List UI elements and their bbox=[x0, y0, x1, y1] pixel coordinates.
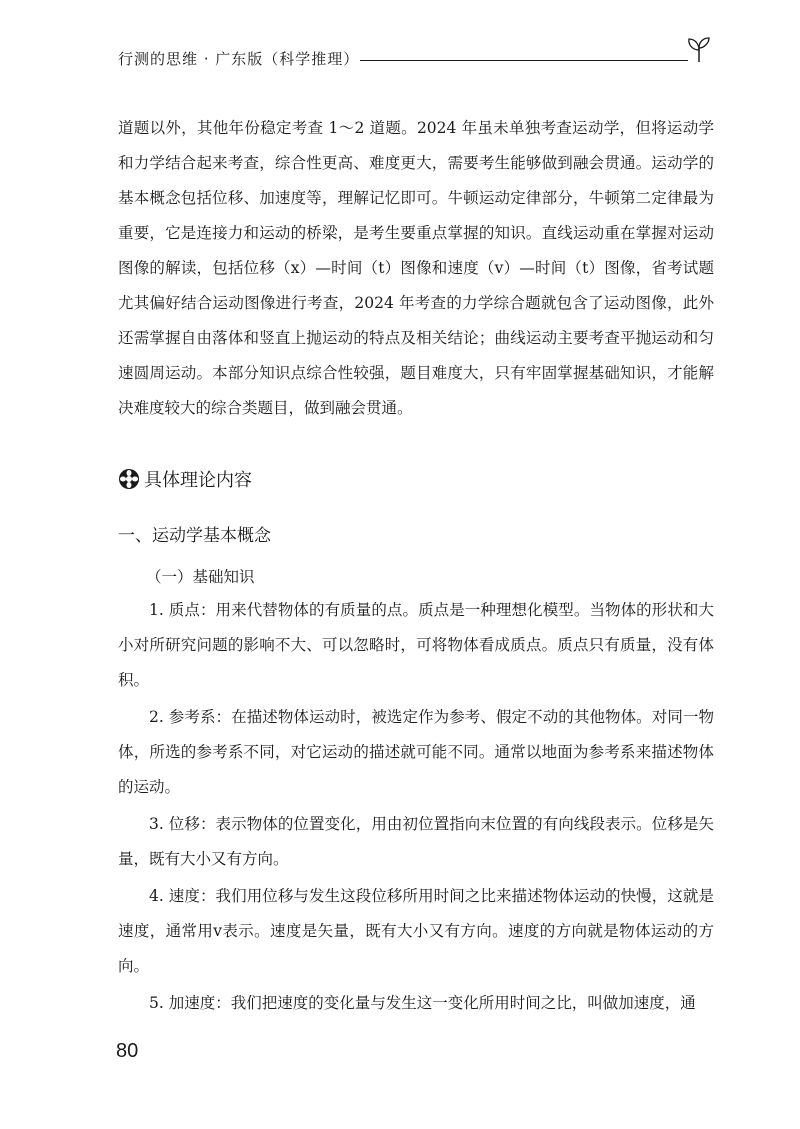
section-title: 具体理论内容 bbox=[144, 470, 252, 491]
item-velocity: 4. 速度：我们用位移与发生这段位移所用时间之比来描述物体运动的快慢，这就是速度，通常用v表示。速度是矢量，既有大小又有方向。速度的方向就是物体运动的方向。 bbox=[118, 887, 714, 975]
subsection-title: 一、运动学基本概念 bbox=[118, 526, 271, 546]
flower-badge-icon bbox=[118, 468, 140, 490]
subsubsection-title: （一）基础知识 bbox=[146, 568, 255, 586]
header-title: 行测的思维 · 广东版（科学推理） bbox=[118, 50, 360, 68]
running-header bbox=[118, 48, 718, 72]
item-mass-point: 1. 质点：用来代替物体的有质量的点。质点是一种理想化模型。当物体的形状和大小对所研究问题的影响不大、可以忽略时，可将物体看成质点。质点只有质量，没有体积。 bbox=[118, 601, 714, 689]
sprout-icon bbox=[684, 34, 714, 64]
section-heading bbox=[118, 463, 252, 495]
intro-paragraph: 道题以外，其他年份稳定考查 1～2 道题。2024 年虽未单独考查运动学，但将运动学和力学结合起来考查，综合性更高、难度更大，需要考生能够做到融会贯通。运动学的基本概念包括位移、加速度等，理解记忆即可。牛顿运动定律部分，牛顿第二定律最为重要，它是连接力和运动的桥梁，是考生要重点掌握的知识。直线运动重在掌握对运动图像的解读，包括位移（x）—时间（t）图像和速度（v）—时间（t）图像，省考试题尤其偏好结合运动图像进行考查，2024 年考查的力学综合题就包含了运动图像，此外还需掌握自由落体和竖直上抛运动的特点及相关结论；曲线运动主要考查平抛运动和匀速圆周运动。本部分知识点综合性较强，题目难度大，只有牢固掌握基础知识，才能解决难度较大的综合类题目，做到融会贯通。 bbox=[118, 119, 714, 417]
item-reference-frame: 2. 参考系：在描述物体运动时，被选定作为参考、假定不动的其他物体。对同一物体，所选的参考系不同，对它运动的描述就可能不同。通常以地面为参考系来描述物体的运动。 bbox=[118, 708, 714, 796]
item-acceleration: 5. 加速度：我们把速度的变化量与发生这一变化所用时间之比，叫做加速度，通 bbox=[149, 994, 696, 1012]
page-number: 80 bbox=[116, 1040, 139, 1062]
item-displacement: 3. 位移：表示物体的位置变化，用由初位置指向末位置的有向线段表示。位移是矢量，既有大小又有方向。 bbox=[118, 815, 714, 868]
header-rule bbox=[360, 60, 688, 61]
